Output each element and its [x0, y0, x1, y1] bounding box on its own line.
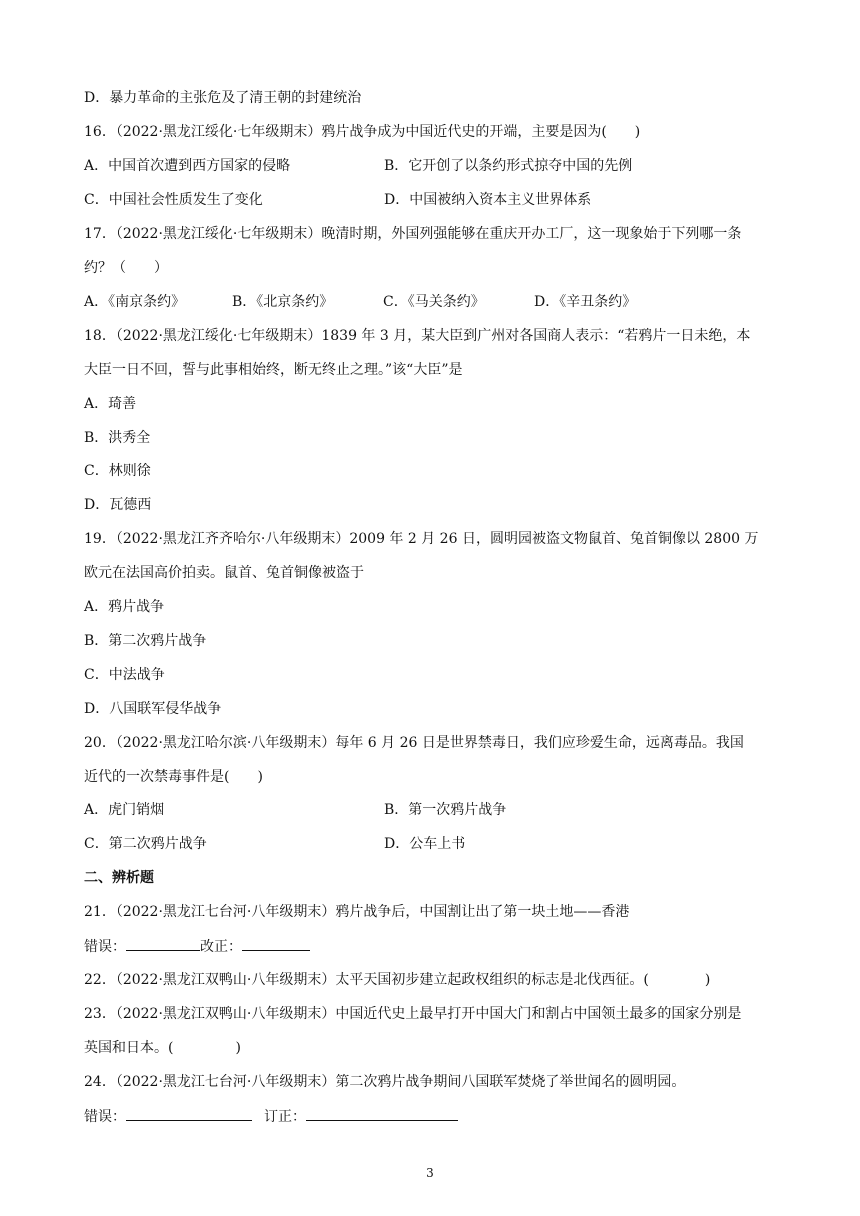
- q15-option-d: D．暴力革命的主张危及了清王朝的封建统治: [84, 90, 362, 106]
- q18-option-b: B．洪秀全: [84, 430, 151, 446]
- q16-option-a: A．中国首次遭到西方国家的侵略: [84, 158, 291, 174]
- q18-stem-line1: 18．（2022·黑龙江绥化·七年级期末）1839 年 3 月，某大臣到广州对各国商人表示：“若鸦片一日未绝，本: [84, 328, 751, 344]
- q17-option-a: A．《南京条约》: [84, 294, 186, 310]
- q23-stem2: 英国和日本。(: [84, 1040, 174, 1056]
- q22-close: ): [704, 972, 711, 988]
- q16-stem: 16．（2022·黑龙江绥化·七年级期末）鸦片战争成为中国近代史的开端，主要是因为( ): [84, 124, 641, 140]
- q19-option-c: C．中法战争: [84, 667, 165, 683]
- q21-fix-blank[interactable]: [242, 936, 310, 951]
- q24-fix-blank[interactable]: [306, 1106, 458, 1121]
- q16-option-c: C．中国社会性质发生了变化: [84, 192, 263, 208]
- q18-option-d: D．瓦德西: [84, 497, 152, 513]
- q21-stem: 21．（2022·黑龙江七台河·八年级期末）鸦片战争后，中国割让出了第一块土地——香港: [84, 904, 630, 920]
- q19-stem-line2: 欧元在法国高价拍卖。鼠首、兔首铜像被盗于: [84, 565, 364, 581]
- q17-stem-line1: 17．（2022·黑龙江绥化·七年级期末）晚清时期，外国列强能够在重庆开办工厂，这一现象始于下列哪一条: [84, 226, 742, 242]
- q21-fix-label: 改正：: [200, 939, 242, 955]
- q17-stem-line2: 约？（ ）: [84, 260, 168, 276]
- q24-error-blank[interactable]: [126, 1106, 252, 1121]
- q19-option-d: D．八国联军侵华战争: [84, 701, 222, 717]
- q18-option-a: A．琦善: [84, 396, 137, 412]
- q20-option-c: C．第二次鸦片战争: [84, 836, 207, 852]
- q20-stem-line2: 近代的一次禁毒事件是( ): [84, 769, 263, 785]
- q20-option-a: A．虎门销烟: [84, 802, 165, 818]
- q20-option-b: B．第一次鸦片战争: [384, 802, 507, 818]
- q16-option-d: D．中国被纳入资本主义世界体系: [384, 192, 592, 208]
- q24-error-label: 错误：: [84, 1109, 126, 1125]
- q19-stem-line1: 19．（2022·黑龙江齐齐哈尔·八年级期末）2009 年 2 月 26 日，圆明园被盗文物鼠首、兔首铜像以 2800 万: [84, 531, 759, 547]
- q24-answer-line: [84, 1106, 458, 1127]
- q18-stem-line2: 大臣一日不回，誓与此事相始终，断无终止之理。”该“大臣”是: [84, 362, 463, 378]
- q20-option-d: D．公车上书: [384, 836, 466, 852]
- q22-stem-line: [84, 970, 710, 990]
- q17-option-b: B．《北京条约》: [232, 294, 334, 310]
- q16-option-b: B．它开创了以条约形式掠夺中国的先例: [384, 158, 633, 174]
- q17-option-d: D．《辛丑条约》: [534, 294, 637, 310]
- q21-error-label: 错误：: [84, 939, 126, 955]
- page-number: 3: [426, 1166, 434, 1180]
- q21-answer-line: [84, 936, 310, 957]
- q21-error-blank[interactable]: [126, 936, 200, 951]
- q17-option-c: C．《马关条约》: [383, 294, 485, 310]
- section-heading: 二、辨析题: [84, 870, 154, 886]
- q24-stem: 24．（2022·黑龙江七台河·八年级期末）第二次鸦片战争期间八国联军焚烧了举世闻名的圆明园。: [84, 1074, 686, 1090]
- q22-stem: 22．（2022·黑龙江双鸭山·八年级期末）太平天国初步建立起政权组织的标志是北伐西征。(: [84, 972, 649, 988]
- q18-option-c: C．林则徐: [84, 463, 151, 479]
- q20-stem-line1: 20．（2022·黑龙江哈尔滨·八年级期末）每年 6 月 26 日是世界禁毒日，我们应珍爱生命，远离毒品。我国: [84, 735, 744, 751]
- q24-fix-label: 订正：: [264, 1109, 306, 1125]
- q23-stem-line2: [84, 1038, 241, 1058]
- q19-option-b: B．第二次鸦片战争: [84, 633, 207, 649]
- q23-close: ): [235, 1040, 241, 1056]
- q23-stem-line1: 23．（2022·黑龙江双鸭山·八年级期末）中国近代史上最早打开中国大门和割占中国领土最多的国家分别是: [84, 1006, 742, 1022]
- q19-option-a: A．鸦片战争: [84, 599, 165, 615]
